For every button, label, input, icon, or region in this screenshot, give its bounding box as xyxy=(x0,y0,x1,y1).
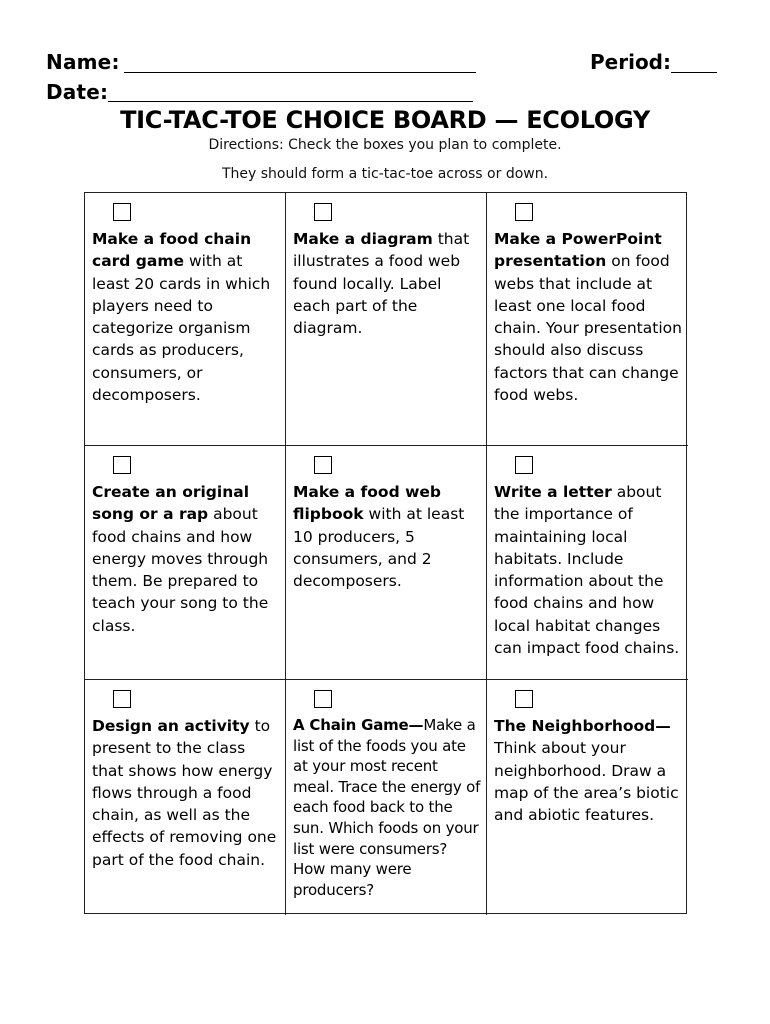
choice-description: about the importance of maintaining local habitats. Include information about the food chains and how local habitat changes can impact food chains. xyxy=(494,483,680,658)
choice-cell-8 xyxy=(286,680,487,915)
checkbox[interactable] xyxy=(113,456,131,474)
directions-line-2: They should form a tic-tac-toe across or down. xyxy=(221,166,549,182)
period-label: Period: xyxy=(590,50,671,74)
choice-bold-title: Make a diagram xyxy=(293,230,433,248)
choice-text xyxy=(293,228,482,339)
page-title: TIC-TAC-TOE CHOICE BOARD — ECOLOGY xyxy=(120,106,650,134)
choice-bold-title: Create an original song or a rap xyxy=(92,483,250,524)
directions-line-1: Directions: Check the boxes you plan to complete. xyxy=(208,137,562,153)
choice-description: to present to the class that shows how energy flows through a food chain, as well as the effects of removing one part of the food chain. xyxy=(92,717,277,869)
choice-cell-7 xyxy=(85,680,286,915)
checkbox[interactable] xyxy=(515,203,533,221)
date-label: Date: xyxy=(46,80,109,104)
date-field xyxy=(46,80,108,104)
choice-description: about food chains and how energy moves through them. Be prepared to teach your song to the class. xyxy=(92,505,269,635)
choice-text xyxy=(494,228,684,406)
choice-cell-6 xyxy=(487,446,688,680)
checkbox[interactable] xyxy=(515,456,533,474)
date-blank-line[interactable] xyxy=(108,101,473,102)
choice-cell-2 xyxy=(286,193,487,446)
checkbox[interactable] xyxy=(314,203,332,221)
choice-description: with at least 10 producers, 5 consumers, and 2 decomposers. xyxy=(293,505,465,591)
choice-description: Think about your neighborhood. Draw a map of the area’s biotic and abiotic features. xyxy=(494,739,679,825)
choice-text xyxy=(92,481,281,637)
checkbox[interactable] xyxy=(515,690,533,708)
choice-description: that illustrates a food web found locally. Label each part of the diagram. xyxy=(293,230,470,338)
name-blank-line[interactable] xyxy=(124,72,476,73)
period-field xyxy=(590,50,671,74)
choice-bold-title: Make a food chain card game xyxy=(92,230,252,271)
choice-bold-title: Make a PowerPoint presentation xyxy=(494,230,662,271)
choice-text xyxy=(293,715,482,900)
choice-description: on food webs that include at least one local food chain. Your presentation should also discuss factors that can change food webs. xyxy=(494,252,682,405)
choice-board xyxy=(84,192,687,914)
choice-bold-title: Make a food web flipbook xyxy=(293,483,441,524)
choice-text xyxy=(293,481,482,592)
choice-bold-title: Design an activity xyxy=(92,717,250,735)
checkbox[interactable] xyxy=(314,456,332,474)
choice-description: with at least 20 cards in which players need to categorize organism cards as producers, consumers, or decomposers. xyxy=(92,252,271,405)
choice-text xyxy=(92,715,281,871)
choice-description: Make a list of the foods you ate at your most recent meal. Trace the energy of each food back to the sun. Which foods on your list were consumers? How many were producers? xyxy=(293,716,481,899)
choice-cell-1 xyxy=(85,193,286,446)
choice-bold-title: The Neighborhood— xyxy=(494,717,671,735)
checkbox[interactable] xyxy=(314,690,332,708)
choice-bold-title: Write a letter xyxy=(494,483,612,501)
choice-bold-title: A Chain Game— xyxy=(293,716,424,734)
checkbox[interactable] xyxy=(113,690,131,708)
name-field xyxy=(46,50,120,74)
choice-cell-4 xyxy=(85,446,286,680)
choice-text xyxy=(494,715,684,826)
choice-cell-9 xyxy=(487,680,688,915)
choice-cell-5 xyxy=(286,446,487,680)
checkbox[interactable] xyxy=(113,203,131,221)
name-label: Name: xyxy=(46,50,120,74)
choice-text xyxy=(92,228,281,406)
period-blank-line[interactable] xyxy=(671,72,717,73)
choice-cell-3 xyxy=(487,193,688,446)
choice-text xyxy=(494,481,684,659)
